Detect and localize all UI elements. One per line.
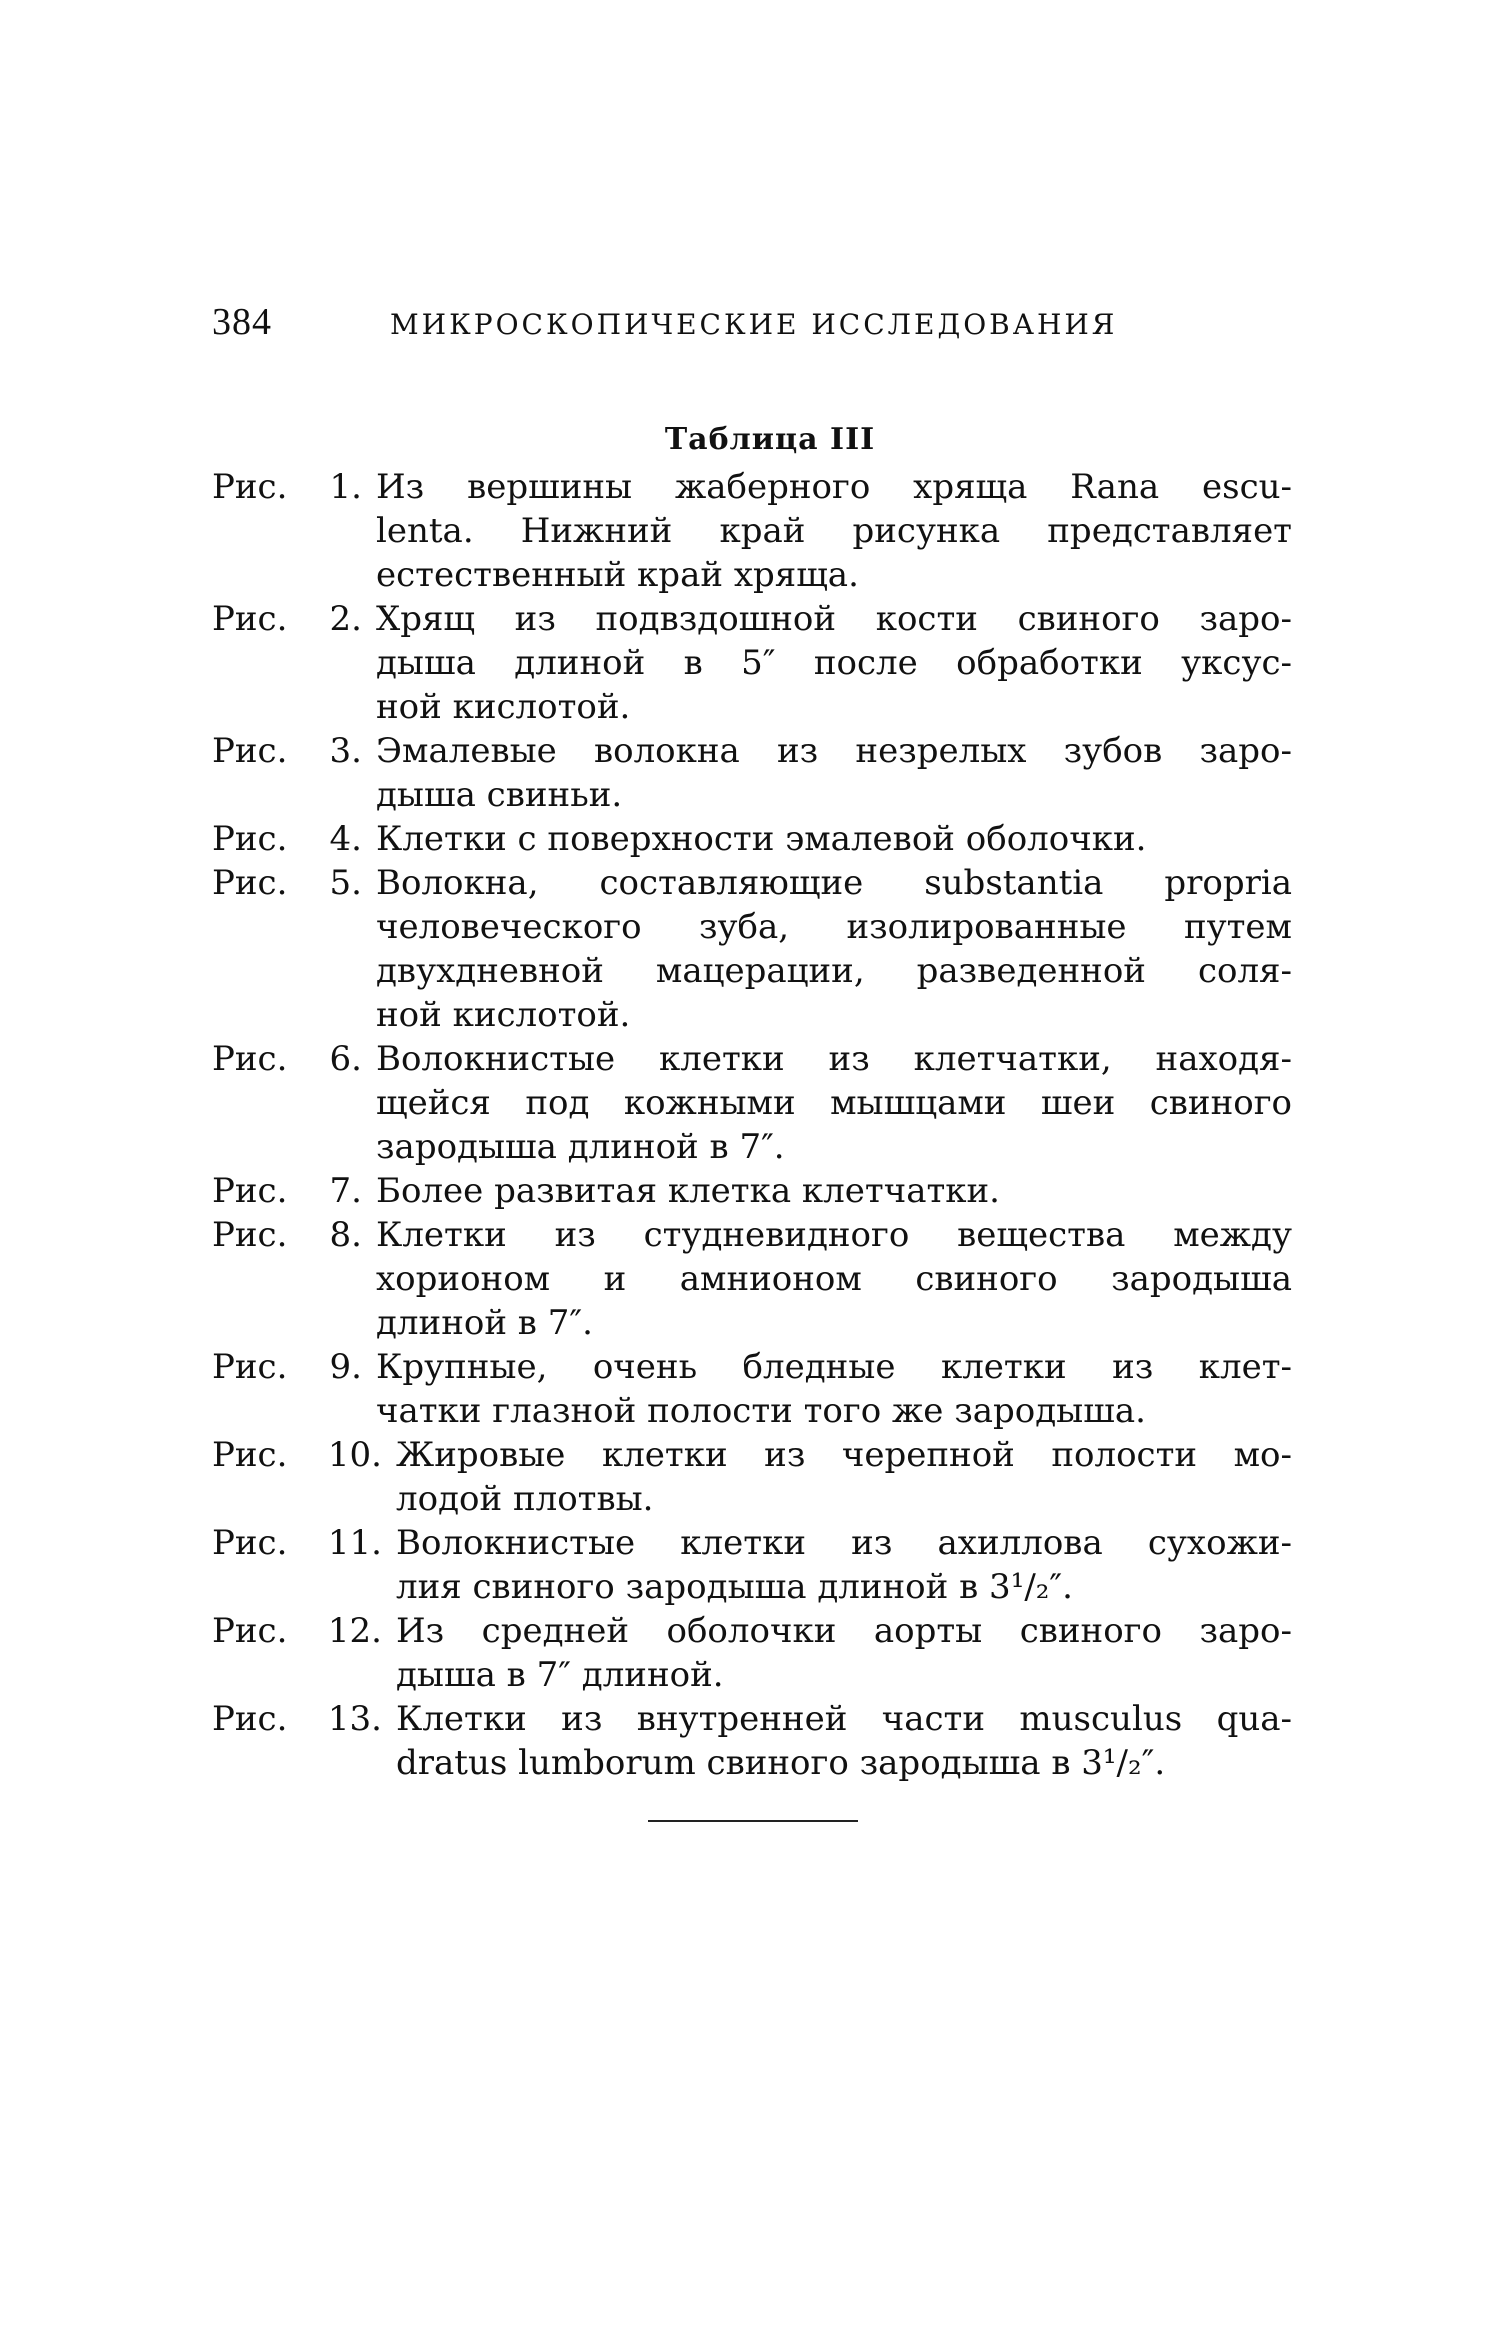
figure-number: 12. <box>327 1611 382 1651</box>
figure-caption-text <box>376 817 1292 861</box>
figure-number: 6. <box>329 1039 362 1079</box>
closing-rule <box>648 1820 858 1822</box>
caption-line: человеческого зуба, изолированные путем <box>376 907 1292 947</box>
caption-line: Клетки с поверхности эмалевой оболочки. <box>376 819 1147 859</box>
figure-caption-text <box>376 729 1292 817</box>
figure-caption-text <box>376 1037 1292 1169</box>
caption-line: Крупные, очень бледные клетки из клет- <box>376 1347 1292 1387</box>
figure-label: Рис. <box>212 1215 288 1255</box>
figure-number: 2. <box>329 599 362 639</box>
figure-label: Рис. <box>212 819 288 859</box>
figure-caption <box>212 465 1292 597</box>
figure-caption <box>212 1169 1292 1213</box>
figure-caption-text <box>396 1697 1292 1785</box>
figure-label: Рис. <box>212 1699 288 1739</box>
caption-line: Волокна, составляющие substantia propria <box>376 863 1292 903</box>
figure-caption <box>212 729 1292 817</box>
figure-number: 9. <box>329 1347 362 1387</box>
figure-caption <box>212 1213 1292 1345</box>
figure-caption <box>212 817 1292 861</box>
caption-line: дыша длиной в 5″ после обработки уксус- <box>376 643 1292 683</box>
figure-number: 1. <box>329 467 362 507</box>
caption-line: Хрящ из подвздошной кости свиного заро- <box>376 599 1292 639</box>
caption-line: ной кислотой. <box>376 995 631 1035</box>
figure-number: 11. <box>327 1523 382 1563</box>
caption-line: lenta. Нижний край рисунка представляет <box>376 511 1292 551</box>
figure-caption-text <box>376 1169 1292 1213</box>
figure-label: Рис. <box>212 1171 288 1211</box>
figure-number: 5. <box>329 863 362 903</box>
figure-number: 13. <box>327 1699 382 1739</box>
caption-line: зародыша длиной в 7″. <box>376 1127 785 1167</box>
figure-caption <box>212 1609 1292 1697</box>
page-number: 384 <box>212 301 272 343</box>
figure-caption <box>212 1037 1292 1169</box>
figure-caption-text <box>376 465 1292 597</box>
caption-line: щейся под кожными мышцами шеи свиного <box>376 1083 1292 1123</box>
caption-line: дыша в 7″ длиной. <box>396 1655 724 1695</box>
figure-number: 10. <box>327 1435 382 1475</box>
figure-caption-text <box>376 1213 1292 1345</box>
caption-line: двухдневной мацерации, разведенной соля- <box>376 951 1292 991</box>
figure-caption-list <box>212 465 1292 1785</box>
figure-caption <box>212 1521 1292 1609</box>
caption-line: дыша свиньи. <box>376 775 623 815</box>
figure-label: Рис. <box>212 863 288 903</box>
figure-caption <box>212 1345 1292 1433</box>
caption-line: Эмалевые волокна из незрелых зубов заро- <box>376 731 1292 771</box>
figure-caption <box>212 597 1292 729</box>
figure-number: 7. <box>329 1171 362 1211</box>
figure-number: 8. <box>329 1215 362 1255</box>
figure-number: 4. <box>329 819 362 859</box>
figure-caption-text <box>376 861 1292 1037</box>
figure-number: 3. <box>329 731 362 771</box>
figure-label: Рис. <box>212 1611 288 1651</box>
caption-line: dratus lumborum свиного зародыша в 3¹/₂″. <box>396 1743 1166 1783</box>
page-header <box>212 300 1312 350</box>
caption-line: Из вершины жаберного хряща Rana escu- <box>376 467 1292 507</box>
running-title: МИКРОСКОПИЧЕСКИЕ ИССЛЕДОВАНИЯ <box>390 308 1118 341</box>
figure-caption-text <box>396 1433 1292 1521</box>
caption-line: Из средней оболочки аорты свиного заро- <box>396 1611 1292 1651</box>
figure-label: Рис. <box>212 599 288 639</box>
caption-line: ной кислотой. <box>376 687 631 727</box>
caption-line: Клетки из внутренней части musculus qua- <box>396 1699 1292 1739</box>
figure-caption-text <box>396 1609 1292 1697</box>
figure-label: Рис. <box>212 467 288 507</box>
figure-label: Рис. <box>212 1347 288 1387</box>
figure-label: Рис. <box>212 731 288 771</box>
caption-line: лия свиного зародыша длиной в 3¹/₂″. <box>396 1567 1073 1607</box>
caption-line: естественный край хряща. <box>376 555 859 595</box>
caption-line: чатки глазной полости того же зародыша. <box>376 1391 1146 1431</box>
figure-label: Рис. <box>212 1523 288 1563</box>
figure-caption <box>212 1433 1292 1521</box>
table-title: Таблица III <box>664 422 876 457</box>
figure-caption-text <box>376 597 1292 729</box>
figure-caption-text <box>376 1345 1292 1433</box>
caption-line: хорионом и амнионом свиного зародыша <box>376 1259 1292 1299</box>
figure-caption <box>212 1697 1292 1785</box>
figure-label: Рис. <box>212 1435 288 1475</box>
caption-line: длиной в 7″. <box>376 1303 593 1343</box>
figure-label: Рис. <box>212 1039 288 1079</box>
caption-line: Более развитая клетка клетчатки. <box>376 1171 1000 1211</box>
caption-line: лодой плотвы. <box>396 1479 654 1519</box>
caption-line: Волокнистые клетки из ахиллова сухожи- <box>396 1523 1292 1563</box>
caption-line: Жировые клетки из черепной полости мо- <box>396 1435 1292 1475</box>
figure-caption <box>212 861 1292 1037</box>
caption-line: Волокнистые клетки из клетчатки, находя- <box>376 1039 1292 1079</box>
caption-line: Клетки из студневидного вещества между <box>376 1215 1292 1255</box>
figure-caption-text <box>396 1521 1292 1609</box>
